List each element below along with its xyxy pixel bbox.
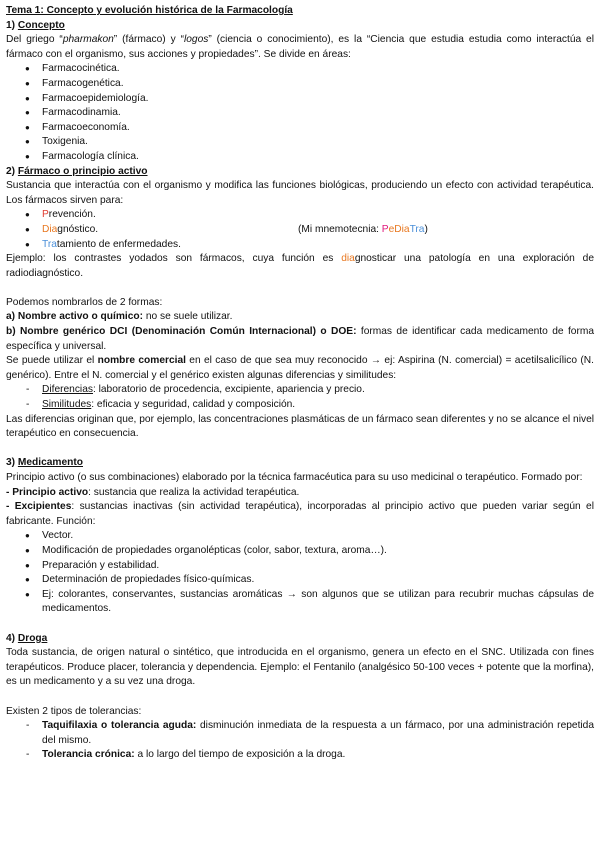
- mnemonic-letter: Dia: [394, 223, 410, 235]
- section-number: 4): [6, 632, 18, 644]
- text-run: no se suele utilizar.: [142, 311, 233, 323]
- text-run: : sustancias inactivas (sin actividad terapéutica), incorporadas al principio activo que pueden variar según el fabricante. Función:: [6, 501, 594, 527]
- text-run: ): [424, 223, 428, 235]
- text-run: formas de identificar cada medicamento de forma específica y universal.: [6, 326, 594, 352]
- list-item: ● Vector.: [6, 529, 594, 544]
- list-item: ● Preparación y estabilidad.: [6, 559, 594, 574]
- form-label: b) Nombre genérico DCI (Denominación Común Internacional) o DOE:: [6, 326, 357, 338]
- list-item: [6, 208, 594, 223]
- list-item: [6, 383, 594, 398]
- mnemonic-letter: e: [388, 223, 395, 235]
- text-run: disminución inmediata de la respuesta a un fármaco, por una administración repetida del mismo.: [42, 720, 594, 746]
- text-run: Ejemplo: los contrastes yodados son fármacos, cuya función es: [6, 253, 342, 265]
- section-2-heading: [6, 165, 594, 180]
- text-run: : eficacia y seguridad, calidad y composición.: [91, 399, 296, 411]
- item-label: Taquifilaxia o tolerancia aguda:: [42, 720, 197, 732]
- text-run: Del griego “: [6, 34, 63, 46]
- text-run: tamiento de enfermedades.: [56, 238, 181, 250]
- item-label: Similitudes: [42, 399, 92, 411]
- text-run: Se puede utilizar el: [6, 355, 98, 367]
- areas-list: [6, 62, 594, 164]
- section-number: 1): [6, 19, 18, 31]
- text-run: en el caso de que sea muy reconocido → ej: Aspirina (N. comercial) = acetilsalicílico (N. genérico). Entre el N. comercial y el genérico existen algunas diferencias y similitudes:: [6, 355, 594, 381]
- text-run: (Mi mnemotecnia:: [298, 223, 382, 235]
- example-paragraph: [6, 252, 594, 281]
- functions-list: [6, 529, 594, 617]
- list-item: ● Ej: colorantes, conservantes, sustancias aromáticas → son algunos que se utilizan para recubrir muchas cápsulas de medicamentos.: [6, 588, 594, 617]
- section-title: Fármaco o principio activo: [17, 165, 148, 177]
- text-run: : laboratorio de procedencia, excipiente, apariencia y precio.: [92, 384, 365, 396]
- section-1-paragraph: [6, 33, 594, 62]
- tolerance-list: [6, 719, 594, 763]
- text-run: revención.: [48, 209, 96, 221]
- active-ingredient-line: [6, 486, 594, 501]
- list-item: ● Modificación de propiedades organolépticas (color, sabor, textura, aroma…).: [6, 544, 594, 559]
- section-title: Droga: [17, 632, 48, 644]
- tolerance-intro: Existen 2 tipos de tolerancias:: [6, 705, 142, 717]
- item-label: - Principio activo: [6, 486, 89, 498]
- list-item: [6, 238, 594, 253]
- form-b: [6, 325, 594, 354]
- text-run: : sustancia que realiza la actividad terapéutica.: [88, 486, 300, 498]
- section-3-heading: [6, 456, 594, 471]
- spacer: [6, 442, 594, 457]
- mnemonic-letter: P: [381, 223, 389, 235]
- section-number: 3): [6, 457, 18, 469]
- section-4-paragraph: Toda sustancia, de origen natural o sintético, que introducida en el organismo, genera un efecto en el SNC. Utilizada con fines terapéuticos. Produce placer, tolerancia y dependencia. Ejemplo: el Fentanilo (analgésico 50-100 veces + potente que la morfina), es un medicamento y a su vez una droga.: [6, 647, 594, 688]
- excipients-line: [6, 500, 594, 529]
- closing-paragraph: Las diferencias originan que, por ejemplo, las concentraciones plasmáticas de un fármaco sean diferentes y no se alcance el nivel terapéutico en consecuencia.: [6, 413, 594, 440]
- text-run: gnosticar una patología en una exploración de radiodiagnóstico.: [6, 253, 594, 279]
- list-item: ● Farmacoepidemiología.: [6, 92, 594, 107]
- term-commercial: nombre comercial: [97, 355, 186, 367]
- section-title: Concepto: [17, 19, 65, 31]
- item-label: - Excipientes: [6, 501, 72, 513]
- list-item: ● Farmacocinética.: [6, 62, 594, 77]
- spacer: [6, 617, 594, 632]
- forms-intro: Podemos nombrarlos de 2 formas:: [6, 296, 163, 308]
- list-item: ● Farmacoeconomía.: [6, 121, 594, 136]
- text-run: a lo largo del tiempo de exposición a la droga.: [134, 749, 346, 761]
- list-item: [6, 223, 594, 238]
- document-title: [6, 4, 594, 19]
- list-item: ● Determinación de propiedades físico-químicas.: [6, 573, 594, 588]
- text-run: ” (ciencia o conocimiento), es la “Ciencia que estudia estudia como interactúa el fármaco con el organismo, sus acciones y propiedades”. Se divide en áreas:: [6, 34, 594, 60]
- mnemonic-letter: Tra: [42, 238, 57, 250]
- section-number: 2): [6, 165, 18, 177]
- list-item: [6, 748, 594, 763]
- mnemonic-note: [298, 223, 428, 238]
- form-label: a) Nombre activo o químico:: [6, 311, 143, 323]
- mnemonic-letter: Tra: [409, 223, 425, 235]
- list-item: ● Farmacogenética.: [6, 77, 594, 92]
- list-item: [6, 398, 594, 413]
- commercial-paragraph: [6, 354, 594, 383]
- mnemonic-letter: P: [42, 209, 49, 221]
- mnemonic-letter: Dia: [42, 223, 58, 235]
- list-item: ● Farmacología clínica.: [6, 150, 594, 165]
- list-item: ● Toxigenia.: [6, 135, 594, 150]
- list-item: [6, 719, 594, 748]
- section-title: Medicamento: [17, 457, 83, 469]
- text-run: ” (fármaco) y “: [113, 34, 184, 46]
- section-4-heading: [6, 632, 594, 647]
- item-label: Tolerancia crónica:: [42, 749, 135, 761]
- term-pharmakon: pharmakon: [62, 34, 114, 46]
- section-2-paragraph: Sustancia que interactúa con el organismo y modifica las funciones biológicas, produciendo un efecto con actividad terapéutica. Los fármacos sirven para:: [6, 180, 594, 206]
- list-item: ● Farmacodinamia.: [6, 106, 594, 121]
- term-logos: logos: [183, 34, 209, 46]
- highlight: dia: [341, 253, 355, 265]
- uses-list: [6, 208, 594, 252]
- text-run: gnóstico.: [57, 223, 99, 235]
- differences-list: [6, 383, 594, 412]
- form-a: [6, 310, 594, 325]
- title-text: Tema 1: Concepto y evolución histórica de la Farmacología: [6, 5, 293, 16]
- section-1-heading: [6, 19, 594, 34]
- section-3-paragraph: Principio activo (o sus combinaciones) elaborado por la técnica farmacéutica para su uso medicinal o terapéutico. Formado por:: [6, 472, 583, 483]
- spacer: [6, 690, 594, 705]
- spacer: [6, 281, 594, 296]
- item-label: Diferencias: [42, 384, 93, 396]
